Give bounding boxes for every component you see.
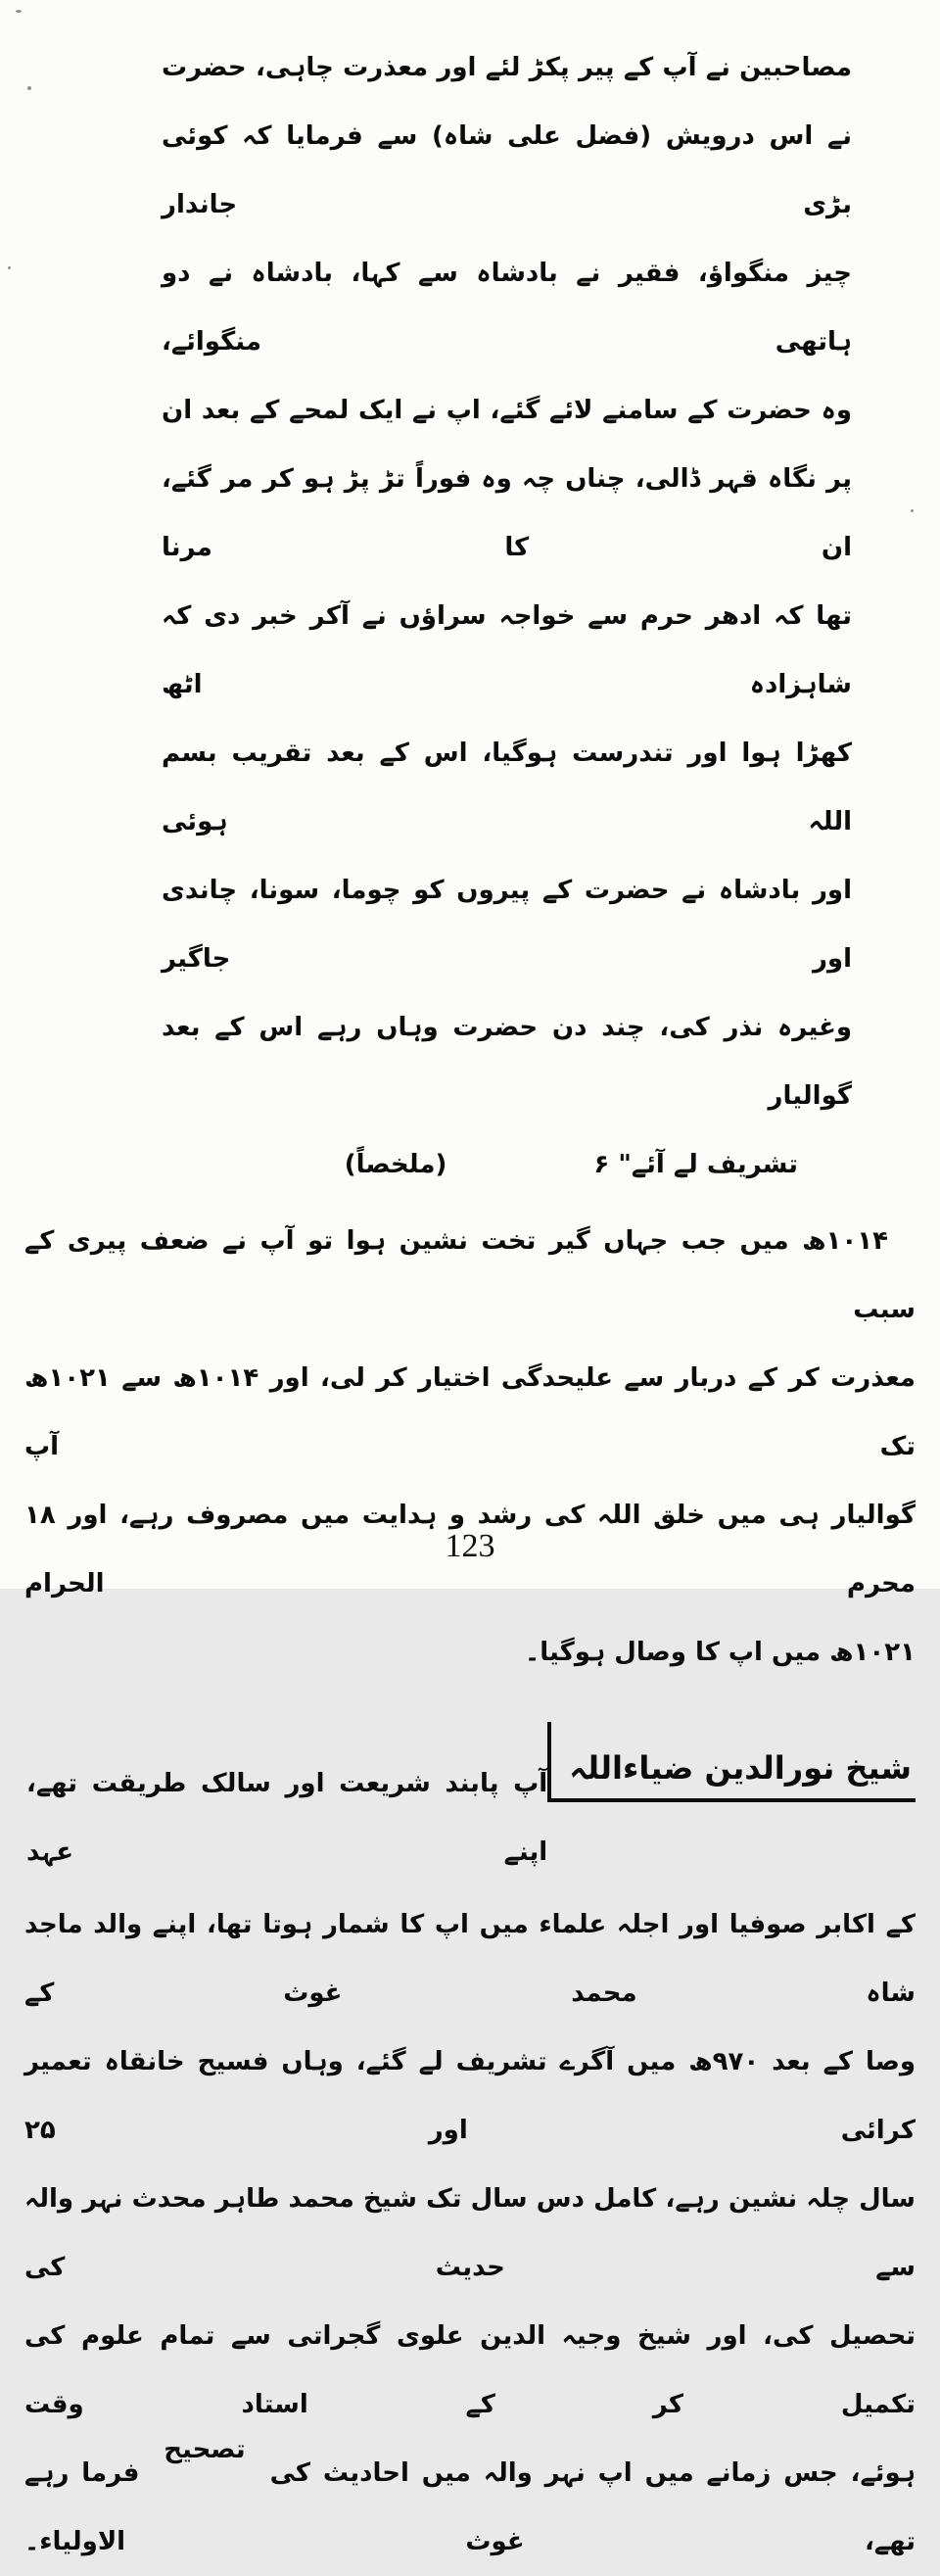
- quote-line: پر نگاہ قہر ڈالی، چناں چہ وہ فوراً تڑ پڑ ہو کر مر گئے، ان کا مرنا: [162, 464, 852, 562]
- scan-speck: [16, 10, 22, 13]
- page-content: [24, 33, 916, 2576]
- quote-line: تھا کہ ادھر حرم سے خواجہ سراؤں نے آکر خبر دی کہ شاہزادہ اٹھ: [162, 601, 852, 699]
- section-first-line: [24, 1722, 916, 1886]
- paragraph-line: گوالیار ہی میں خلق اللہ کی رشد و ہدایت میں مصروف رہے، اور ۱۸ محرم الحرام: [24, 1501, 916, 1598]
- scan-speck: [8, 266, 11, 269]
- paragraph-line: ۱۰۱۴ھ میں جب جہاں گیر تخت نشین ہوا تو آپ نے ضعف پیری کے سبب: [24, 1226, 916, 1324]
- quote-closing-line: [162, 1130, 852, 1199]
- quote-source-label: (ملخصاً): [344, 1150, 447, 1179]
- section-line: سال چلہ نشین رہے، کامل دس سال تک شیخ محمد طاہر محدث نہر والہ سے حدیث کی: [24, 2184, 916, 2282]
- paragraph-line: معذرت کر کے دربار سے علیحدگی اختیار کر لی، اور ۱۰۱۴ھ سے ۱۰۲۱ھ تک آپ: [24, 1363, 916, 1461]
- section-line: وصا کے بعد ۹۷۰ھ میں آگرے تشریف لے گئے، وہاں فسیح خانقاہ تعمیر کرائی اور ۲۵: [24, 2047, 916, 2145]
- section-last-line: [24, 2435, 916, 2576]
- section-last-line-pre: ہوئے، جس زمانے میں اپ نہر والہ میں احادیث کی: [269, 2458, 916, 2488]
- section-last-line-post: فرما رہے تھے، غوث الاولیاء۔: [24, 2458, 916, 2556]
- quote-line: وغیرہ نذر کی، چند دن حضرت وہاں رہے اس کے بعد گوالیار: [162, 1013, 852, 1111]
- section-line: آپ پابند شریعت اور سالک طریقت تھے، اپنے عہد: [26, 1769, 548, 1867]
- section-line: کے اکابر صوفیا اور اجلہ علماء میں اپ کا شمار ہوتا تھا، اپنے والد ماجد شاہ محمد غوث کے: [24, 1910, 916, 2008]
- section-heading: شیخ نورالدین ضیاءاللہ: [547, 1722, 916, 1802]
- raised-correction-word: تصحیح: [164, 2435, 246, 2464]
- quote-line: وہ حضرت کے سامنے لائے گئے، اپ نے ایک لمحے کے بعد ان: [162, 396, 852, 425]
- section-sheikh-nuruddin-ziaullah: [24, 1722, 916, 2576]
- section-line: تحصیل کی، اور شیخ وجیہ الدین علوی گجراتی سے تمام علوم کی تکمیل کر کے استاد وقت: [24, 2321, 916, 2419]
- quote-line: کھڑا ہوا اور تندرست ہوگیا، اس کے بعد تقریب بسم اللہ ہوئی: [162, 739, 852, 836]
- paragraph-line: ۱۰۲۱ھ میں اپ کا وصال ہوگیا۔: [524, 1638, 916, 1667]
- quote-line: چیز منگواؤ، فقیر نے بادشاہ سے کہا، بادشاہ نے دو ہاتھی منگوائے،: [162, 259, 852, 357]
- quote-line: مصاحبین نے آپ کے پیر پکڑ لئے اور معذرت چاہی، حضرت: [162, 53, 852, 82]
- biography-paragraph: [24, 1207, 916, 1687]
- quote-line: اور بادشاہ نے حضرت کے پیروں کو چوما، سونا، چاندی اور جاگیر: [162, 876, 852, 974]
- quote-closing-text: تشریف لے آئے" ۶: [593, 1150, 798, 1179]
- page-number: 123: [445, 1528, 495, 1564]
- quoted-passage: [162, 33, 852, 1199]
- quote-line: نے اس درویش (فضل علی شاہ) سے فرمایا کہ کوئی بڑی جاندار: [162, 121, 852, 219]
